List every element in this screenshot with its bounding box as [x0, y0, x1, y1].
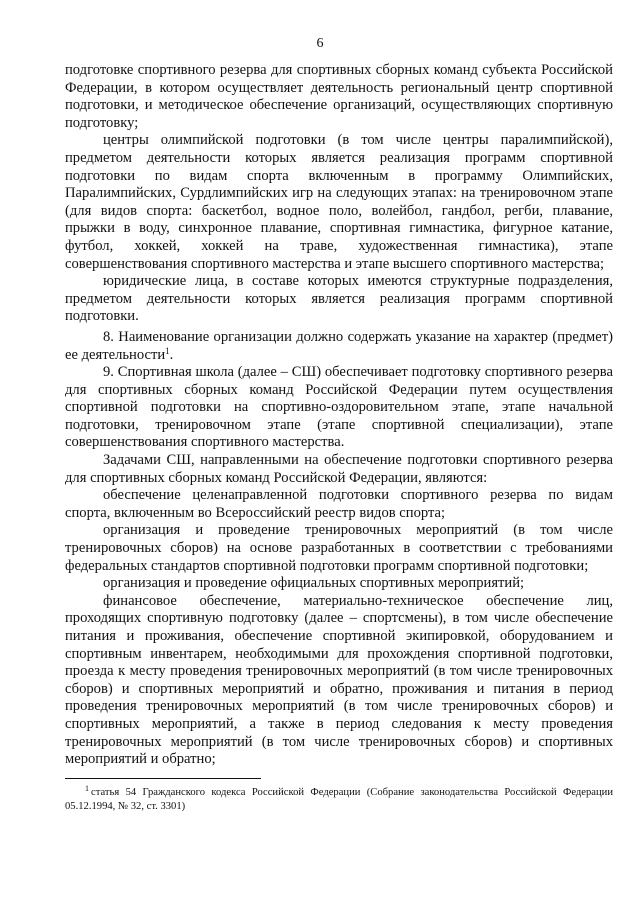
footnote — [65, 786, 613, 814]
footnote-text: статья 54 Гражданского кодекса Российской Федерации (Собрание законодательства Российской Федерации 05.12.1994, № 32, ст. 3301) — [65, 787, 613, 812]
paragraph-item-8 — [65, 329, 613, 364]
paragraph-task-training: обеспечение целенаправленной подготовки спортивного резерва по видам спорта, включенным во Всероссийский реестр видов спорта; — [65, 487, 613, 521]
footnote-number: 1 — [85, 784, 89, 793]
paragraph-item-9: 9. Спортивная школа (далее – СШ) обеспечивает подготовку спортивного резерва для спортивных сборных команд Российской Федерации путем осуществления спортивной подготовки на спортивно-оздоровительном этапе, этапе начальной подготовки, тренировочном этапе (этапе спортивной специализации), этапе совершенствования спортивного мастерства. — [65, 364, 613, 451]
paragraph-continuation: подготовке спортивного резерва для спортивных сборных команд субъекта Российской Федерации, в котором осуществляет деятельность региональный центр спортивной подготовки, и методическое обеспечение организаций, осуществляющих спортивную подготовку; — [65, 62, 613, 131]
item-8-text: 8. Наименование организации должно содержать указание на характер (предмет) ее деятельности — [65, 328, 613, 363]
paragraph-olympic-centers: центры олимпийской подготовки (в том числе центры паралимпийской), предметом деятельности которых является реализация программ спортивной подготовки по видам спорта включенным в программу Олимпийских, Паралимпийских, Сурдлимпийских игр на следующих этапах: на тренировочном этапе (для видов спорта: баскетбол, водное поло, волейбол, гандбол, регби, плавание, прыжки в воду, синхронное плавание, спортивная гимнастика, фигурное катание, футбол, хоккей, хоккей на траве, художественная гимнастика), этапе совершенствования спортивного мастерства и этапе высшего спортивного мастерства; — [65, 132, 613, 272]
page-number: 6 — [316, 36, 324, 51]
footnote-divider — [65, 778, 261, 779]
document-body — [65, 62, 613, 769]
paragraph-legal-entities: юридические лица, в составе которых имеются структурные подразделения, предметом деятельности которых является реализация программ спортивной подготовки. — [65, 273, 613, 325]
paragraph-tasks-intro: Задачами СШ, направленными на обеспечение подготовки спортивного резерва для спортивных сборных команд Российской Федерации, являются: — [65, 452, 613, 486]
paragraph-task-events: организация и проведение официальных спортивных мероприятий; — [103, 575, 525, 592]
footnote-reference[interactable]: 1 — [165, 345, 170, 356]
item-8-tail: . — [169, 346, 174, 363]
paragraph-task-camps: организация и проведение тренировочных мероприятий (в том числе тренировочных сборов) на основе разработанных в соответствии с требованиями федеральных стандартов спортивной подготовки программ спортивной подготовки; — [65, 522, 613, 574]
paragraph-task-financing: финансовое обеспечение, материально-техническое обеспечение лиц, проходящих спортивную подготовку (далее – спортсмены), в том числе обеспечение питания и проживания, обеспечение спортивной экипировкой, оборудованием и спортивным инвентарем, необходимыми для прохождения спортивной подготовки, проезда к месту проведения тренировочных мероприятий (в том числе тренировочных сборов) и спортивных мероприятий и обратно, проживания и питания в период проведения тренировочных мероприятий (в том числе тренировочных сборов) и спортивных мероприятий, а также в период следования к месту проведения тренировочных мероприятий (в том числе тренировочных сборов) и спортивных мероприятий и обратно; — [65, 592, 613, 768]
